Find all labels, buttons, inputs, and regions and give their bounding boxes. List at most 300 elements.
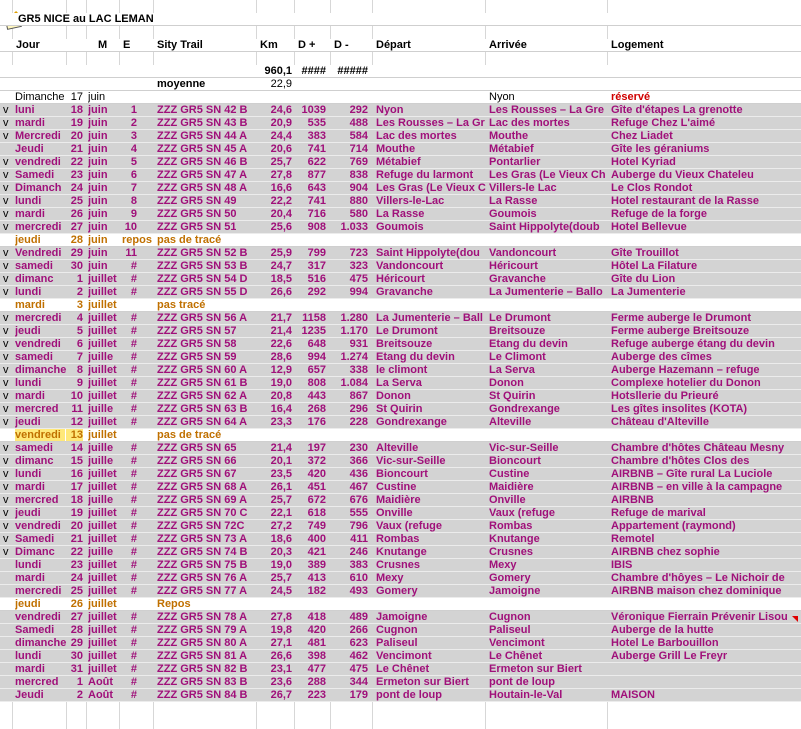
cell-dplus[interactable]: 389 <box>307 559 326 571</box>
cell-dminus[interactable]: 475 <box>349 273 368 285</box>
cell-dplus[interactable]: 477 <box>307 663 326 675</box>
cell-month[interactable]: juillet <box>88 598 117 610</box>
cell-logement[interactable]: Refuge auberge étang du devin <box>611 338 775 350</box>
cell-dminus[interactable]: 580 <box>349 208 368 220</box>
cell-depart[interactable]: Goumois <box>376 221 424 233</box>
cell-depart[interactable]: Les Gras (Le Vieux C <box>376 182 486 194</box>
cell-month[interactable]: juillet <box>88 637 117 649</box>
cell-km[interactable]: 27,8 <box>270 611 292 623</box>
cell-km[interactable]: 23,6 <box>270 676 292 688</box>
cell-arrivee[interactable]: Breitsouze <box>489 325 546 337</box>
cell-v[interactable]: v <box>3 130 9 142</box>
cell-v[interactable]: v <box>3 208 9 220</box>
cell-jour[interactable]: vendredi <box>15 338 61 350</box>
cell-arrivee[interactable]: Le Chênet <box>489 650 543 662</box>
cell-jour[interactable]: Vendredi <box>15 247 62 259</box>
cell-dminus[interactable]: 344 <box>349 676 368 688</box>
cell-e[interactable]: # <box>130 338 137 350</box>
cell-km[interactable]: 24,6 <box>270 104 292 116</box>
cell-trail[interactable]: ZZZ GR5 SN 75 B <box>157 559 248 571</box>
cell-num[interactable]: 11 <box>71 403 83 415</box>
cell-trail[interactable]: ZZZ GR5 SN 60 A <box>157 364 248 376</box>
cell-dminus[interactable]: 266 <box>349 624 368 636</box>
cell-arrivee[interactable]: Paliseul <box>489 624 531 636</box>
cell-dplus[interactable]: 877 <box>307 169 326 181</box>
cell-month[interactable]: Août <box>88 676 114 688</box>
cell-depart[interactable]: Le Chênet <box>376 663 430 675</box>
cell-month[interactable]: juillet <box>88 520 117 532</box>
cell-v[interactable]: v <box>3 273 9 285</box>
cell-logement[interactable]: Le Clos Rondot <box>611 182 693 194</box>
cell-month[interactable]: juillet <box>88 533 117 545</box>
cell-depart[interactable]: Donon <box>376 390 411 402</box>
cell-num[interactable]: 2 <box>76 689 83 701</box>
cell-arrivee[interactable]: Gomery <box>489 572 531 584</box>
cell-dminus[interactable]: 246 <box>349 546 368 558</box>
cell-month[interactable]: juillet <box>88 299 117 311</box>
header-trail[interactable]: Sity Trail <box>157 39 203 51</box>
cell-arrivee[interactable]: pont de loup <box>489 676 555 688</box>
cell-depart[interactable]: Vencimont <box>376 650 432 662</box>
cell-arrivee[interactable]: Saint Hippolyte(doub <box>489 221 600 233</box>
cell-dminus[interactable]: 493 <box>349 585 368 597</box>
cell-e[interactable]: # <box>130 689 137 701</box>
cell-num[interactable]: 23 <box>70 169 83 181</box>
cell-e[interactable]: # <box>130 325 137 337</box>
cell-dplus[interactable]: 648 <box>307 338 326 350</box>
cell-dminus[interactable]: 1.033 <box>340 221 368 233</box>
cell-km[interactable]: 22,2 <box>270 195 292 207</box>
cell-dplus[interactable]: 657 <box>307 364 326 376</box>
cell-depart[interactable]: Onville <box>376 507 413 519</box>
cell-e[interactable]: # <box>130 377 137 389</box>
header-jour[interactable]: Jour <box>16 39 40 51</box>
cell-num[interactable]: 30 <box>70 260 83 272</box>
cell-logement[interactable]: La Jumenterie <box>611 286 686 298</box>
cell-jour[interactable]: lundi <box>15 468 42 480</box>
cell-km[interactable]: 27,8 <box>270 169 292 181</box>
cell-month[interactable]: juin <box>88 208 108 220</box>
cell-month[interactable]: Août <box>88 689 114 701</box>
cell-month[interactable]: juillet <box>88 273 117 285</box>
cell-km[interactable]: 20,1 <box>270 455 292 467</box>
cell-dminus[interactable]: 623 <box>349 637 368 649</box>
cell-num[interactable]: 24 <box>70 572 83 584</box>
cell-month[interactable]: juille <box>88 403 114 415</box>
cell-num[interactable]: 22 <box>70 546 83 558</box>
cell-month[interactable]: juin <box>88 247 108 259</box>
cell-v[interactable]: v <box>3 377 9 389</box>
cell-e[interactable]: 4 <box>130 143 137 155</box>
cell-v[interactable]: v <box>3 325 9 337</box>
cell-e[interactable]: 11 <box>125 247 137 259</box>
cell-dplus[interactable]: 808 <box>307 377 326 389</box>
cell-km[interactable]: 23,1 <box>270 663 292 675</box>
total-dplus[interactable]: #### <box>301 65 326 77</box>
cell-month[interactable]: juillet <box>88 572 117 584</box>
cell-e[interactable]: # <box>130 481 137 493</box>
cell-num[interactable]: 21 <box>70 143 83 155</box>
cell-e[interactable]: # <box>130 624 137 636</box>
cell-depart[interactable]: Custine <box>376 481 417 493</box>
cell-dminus[interactable]: 931 <box>349 338 368 350</box>
cell-dplus[interactable]: 288 <box>307 676 326 688</box>
cell-logement[interactable]: AIRBNB – en ville à la campagne <box>611 481 783 493</box>
cell-jour[interactable]: mardi <box>15 117 45 129</box>
cell-km[interactable]: 19,8 <box>270 624 292 636</box>
cell-num[interactable]: 23 <box>70 559 83 571</box>
cell-trail[interactable]: ZZZ GR5 SN 82 B <box>157 663 248 675</box>
cell-depart[interactable]: Refuge du larmont <box>376 169 474 181</box>
cell-depart[interactable]: La Rasse <box>376 208 425 220</box>
cell-arrivee[interactable]: La Rasse <box>489 195 538 207</box>
cell-logement[interactable]: AIRBNB chez sophie <box>611 546 720 558</box>
cell-km[interactable]: 24,5 <box>270 585 292 597</box>
cell-jour[interactable]: vendredi <box>15 429 65 441</box>
cell-num[interactable]: 13 <box>66 429 83 441</box>
cell-dminus[interactable]: 323 <box>349 260 368 272</box>
cell-depart[interactable]: le climont <box>376 364 428 376</box>
cell-arrivee[interactable]: Maidière <box>489 481 534 493</box>
cell-dminus[interactable]: 904 <box>349 182 368 194</box>
cell-km[interactable]: 20,4 <box>270 208 292 220</box>
cell-dplus[interactable]: 372 <box>307 455 326 467</box>
cell-num[interactable]: 1 <box>76 273 83 285</box>
cell-num[interactable]: 18 <box>70 104 83 116</box>
cell-arrivee[interactable]: Gravanche <box>489 273 546 285</box>
cell-num[interactable]: 18 <box>70 494 83 506</box>
cell-e[interactable]: 8 <box>130 195 137 207</box>
cell-logement[interactable]: Ferme auberge le Drumont <box>611 312 751 324</box>
cell-e[interactable]: # <box>130 637 137 649</box>
cell-depart[interactable]: Vaux (refuge <box>376 520 443 532</box>
cell-month[interactable]: juin <box>88 104 108 116</box>
cell-trail[interactable]: ZZZ GR5 SN 69 A <box>157 494 248 506</box>
start-day[interactable]: Dimanche <box>15 91 65 103</box>
cell-month[interactable]: juillet <box>88 650 117 662</box>
cell-e[interactable]: 10 <box>124 221 137 233</box>
cell-logement[interactable]: Les gîtes insolites (KOTA) <box>611 403 748 415</box>
cell-dplus[interactable]: 643 <box>307 182 326 194</box>
cell-dminus[interactable]: 228 <box>349 416 368 428</box>
cell-month[interactable]: juillet <box>88 286 117 298</box>
cell-arrivee[interactable]: Donon <box>489 377 524 389</box>
cell-num[interactable]: 17 <box>70 481 83 493</box>
cell-dplus[interactable]: 622 <box>307 156 326 168</box>
cell-trail[interactable]: ZZZ GR5 SN 56 A <box>157 312 248 324</box>
cell-depart[interactable]: Héricourt <box>376 273 425 285</box>
cell-jour[interactable]: mardi <box>15 390 45 402</box>
cell-month[interactable]: juillet <box>88 611 117 623</box>
cell-dplus[interactable]: 182 <box>307 585 326 597</box>
cell-trail[interactable]: ZZZ GR5 SN 43 B <box>157 117 248 129</box>
cell-dminus[interactable]: 838 <box>349 169 368 181</box>
cell-dminus[interactable]: 436 <box>349 468 368 480</box>
cell-e[interactable]: # <box>130 416 137 428</box>
cell-logement[interactable]: Chambre d'hôyes – Le Nichoir de <box>611 572 785 584</box>
cell-num[interactable]: 3 <box>76 299 83 311</box>
cell-num[interactable]: 29 <box>70 247 83 259</box>
cell-month[interactable]: juillet <box>88 390 117 402</box>
cell-km[interactable]: 16,6 <box>270 182 292 194</box>
cell-trail[interactable]: ZZZ GR5 SN 61 B <box>157 377 248 389</box>
cell-dminus[interactable]: 488 <box>349 117 368 129</box>
cell-jour[interactable]: dimanc <box>15 455 54 467</box>
cell-arrivee[interactable]: Cugnon <box>489 611 531 623</box>
cell-dminus[interactable]: 714 <box>349 143 368 155</box>
cell-trail[interactable]: ZZZ GR5 SN 72C <box>157 520 245 532</box>
cell-depart[interactable]: Breitsouze <box>376 338 433 350</box>
cell-dplus[interactable]: 481 <box>307 637 326 649</box>
cell-km[interactable]: 25,6 <box>270 221 292 233</box>
cell-arrivee[interactable]: Lac des mortes <box>489 117 570 129</box>
cell-trail[interactable]: ZZZ GR5 SN 78 A <box>157 611 248 623</box>
cell-dminus[interactable]: 994 <box>349 286 368 298</box>
cell-dplus[interactable]: 383 <box>307 130 326 142</box>
cell-depart[interactable]: Gravanche <box>376 286 433 298</box>
cell-depart[interactable]: pont de loup <box>376 689 442 701</box>
header-km[interactable]: Km <box>260 39 278 51</box>
cell-arrivee[interactable]: Métabief <box>489 143 534 155</box>
cell-month[interactable]: juillet <box>88 468 117 480</box>
cell-logement[interactable]: Refuge de la forge <box>611 208 707 220</box>
header-m[interactable]: M <box>98 39 108 51</box>
cell-num[interactable]: 19 <box>70 507 83 519</box>
cell-jour[interactable]: mardi <box>15 572 45 584</box>
cell-arrivee[interactable]: Vencimont <box>489 637 545 649</box>
cell-logement[interactable]: Véronique Fierrain Prévenir Lisou <box>611 611 788 623</box>
cell-num[interactable]: 12 <box>70 416 83 428</box>
cell-jour[interactable]: samedi <box>15 260 53 272</box>
cell-logement[interactable]: Refuge Chez L'aimé <box>611 117 716 129</box>
cell-dminus[interactable]: 475 <box>349 663 368 675</box>
cell-dminus[interactable]: 584 <box>349 130 368 142</box>
cell-km[interactable]: 22,1 <box>270 507 292 519</box>
cell-dplus[interactable]: 672 <box>307 494 326 506</box>
cell-dplus[interactable]: 1235 <box>301 325 326 337</box>
cell-jour[interactable]: lundi <box>15 195 42 207</box>
cell-km[interactable]: 25,9 <box>270 247 292 259</box>
cell-depart[interactable]: Bioncourt <box>376 468 428 480</box>
cell-month[interactable]: juillet <box>88 338 117 350</box>
cell-depart[interactable]: Maidière <box>376 494 421 506</box>
cell-v[interactable]: v <box>3 455 9 467</box>
cell-num[interactable]: 28 <box>70 624 83 636</box>
cell-v[interactable]: v <box>3 195 9 207</box>
cell-dminus[interactable]: 555 <box>349 507 368 519</box>
cell-trail[interactable]: pas de tracé <box>157 234 222 246</box>
header-dminus[interactable]: D - <box>334 39 349 51</box>
cell-num[interactable]: 25 <box>70 195 83 207</box>
cell-jour[interactable]: Samedi <box>15 533 55 545</box>
cell-depart[interactable]: La Jumenterie – Ball <box>376 312 483 324</box>
cell-km[interactable]: 26,6 <box>270 650 292 662</box>
cell-e[interactable]: # <box>130 676 137 688</box>
cell-jour[interactable]: Samedi <box>15 624 55 636</box>
total-km[interactable]: 960,1 <box>264 65 292 77</box>
cell-dplus[interactable]: 994 <box>307 351 326 363</box>
cell-trail[interactable]: ZZZ GR5 SN 80 A <box>157 637 248 649</box>
cell-num[interactable]: 4 <box>76 312 83 324</box>
cell-jour[interactable]: Mercredi <box>15 130 61 142</box>
cell-v[interactable]: v <box>3 260 9 272</box>
cell-arrivee[interactable]: Alteville <box>489 416 532 428</box>
cell-logement[interactable]: Auberge Grill Le Freyr <box>611 650 728 662</box>
cell-e[interactable]: # <box>130 273 137 285</box>
cell-dplus[interactable]: 317 <box>307 260 326 272</box>
cell-arrivee[interactable]: Rombas <box>489 520 533 532</box>
cell-km[interactable]: 19,0 <box>270 377 292 389</box>
cell-num[interactable]: 20 <box>70 130 83 142</box>
cell-logement[interactable]: Hotel restaurant de la Rasse <box>611 195 759 207</box>
cell-logement[interactable]: Appartement (raymond) <box>611 520 736 532</box>
cell-arrivee[interactable]: Crusnes <box>489 546 534 558</box>
cell-month[interactable]: juin <box>88 117 108 129</box>
cell-trail[interactable]: pas tracé <box>157 299 206 311</box>
cell-e[interactable]: # <box>130 364 137 376</box>
cell-num[interactable]: 20 <box>70 520 83 532</box>
cell-jour[interactable]: lundi <box>15 559 42 571</box>
cell-v[interactable]: v <box>3 494 9 506</box>
cell-arrivee[interactable]: Les Rousses – La Gre <box>489 104 604 116</box>
cell-e[interactable]: 6 <box>130 169 137 181</box>
cell-jour[interactable]: mardi <box>15 663 45 675</box>
cell-jour[interactable]: jeudi <box>15 325 41 337</box>
cell-v[interactable]: v <box>3 416 9 428</box>
cell-month[interactable]: juillet <box>88 377 117 389</box>
cell-km[interactable]: 22,6 <box>270 338 292 350</box>
cell-e[interactable]: # <box>130 286 137 298</box>
cell-num[interactable]: 26 <box>70 208 83 220</box>
total-dminus[interactable]: ##### <box>337 65 368 77</box>
cell-month[interactable]: juille <box>88 546 114 558</box>
cell-v[interactable]: v <box>3 351 9 363</box>
cell-v[interactable]: v <box>3 533 9 545</box>
cell-e[interactable]: # <box>130 507 137 519</box>
cell-trail[interactable]: ZZZ GR5 SN 57 <box>157 325 237 337</box>
cell-arrivee[interactable]: Knutange <box>489 533 540 545</box>
cell-dplus[interactable]: 516 <box>307 273 326 285</box>
cell-month[interactable]: juillet <box>88 663 117 675</box>
cell-depart[interactable]: Lac des mortes <box>376 130 457 142</box>
cell-e[interactable]: # <box>130 351 137 363</box>
cell-num[interactable]: 5 <box>76 325 83 337</box>
cell-v[interactable]: v <box>3 182 9 194</box>
cell-month[interactable]: juillet <box>88 624 117 636</box>
cell-dplus[interactable]: 618 <box>307 507 326 519</box>
cell-e[interactable]: # <box>130 390 137 402</box>
cell-dplus[interactable]: 799 <box>307 247 326 259</box>
cell-km[interactable]: 25,7 <box>270 156 292 168</box>
cell-num[interactable]: 2 <box>76 286 83 298</box>
cell-logement[interactable]: Hotsllerie du Prieuré <box>611 390 719 402</box>
cell-v[interactable]: v <box>3 546 9 558</box>
cell-month[interactable]: juin <box>88 221 108 233</box>
cell-jour[interactable]: samedi <box>15 442 53 454</box>
cell-trail[interactable]: ZZZ GR5 SN 45 A <box>157 143 248 155</box>
cell-depart[interactable]: Etang du devin <box>376 351 455 363</box>
cell-arrivee[interactable]: Houtain-le-Val <box>489 689 563 701</box>
cell-jour[interactable]: dimanche <box>15 637 67 649</box>
cell-logement[interactable]: Chambre d'hôtes Clos des <box>611 455 750 467</box>
cell-km[interactable]: 19,0 <box>270 559 292 571</box>
cell-km[interactable]: 18,6 <box>270 533 292 545</box>
cell-arrivee[interactable]: Bioncourt <box>489 455 541 467</box>
cell-logement[interactable]: Hôtel La Filature <box>611 260 698 272</box>
cell-jour[interactable]: vendredi <box>15 611 61 623</box>
cell-dminus[interactable]: 411 <box>350 533 368 545</box>
cell-arrivee[interactable]: Goumois <box>489 208 537 220</box>
cell-v[interactable]: v <box>3 221 9 233</box>
cell-dplus[interactable]: 268 <box>307 403 326 415</box>
cell-trail[interactable]: ZZZ GR5 SN 84 B <box>157 689 248 701</box>
cell-arrivee[interactable]: Le Drumont <box>489 312 551 324</box>
cell-jour[interactable]: Jeudi <box>15 689 44 701</box>
cell-trail[interactable]: ZZZ GR5 SN 55 D <box>157 286 248 298</box>
cell-e[interactable]: # <box>130 442 137 454</box>
cell-dplus[interactable]: 535 <box>307 117 326 129</box>
cell-e[interactable]: # <box>130 403 137 415</box>
cell-e[interactable]: 2 <box>130 117 137 129</box>
cell-logement[interactable]: AIRBNB <box>611 494 654 506</box>
cell-trail[interactable]: ZZZ GR5 SN 63 B <box>157 403 248 415</box>
cell-jour[interactable]: lundi <box>15 377 42 389</box>
cell-trail[interactable]: ZZZ GR5 SN 58 <box>157 338 237 350</box>
cell-v[interactable]: v <box>3 247 9 259</box>
cell-trail[interactable]: ZZZ GR5 SN 42 B <box>157 104 248 116</box>
cell-arrivee[interactable]: La Jumenterie – Ballo <box>489 286 603 298</box>
cell-jour[interactable]: jeudi <box>15 507 41 519</box>
cell-jour[interactable]: mercredi <box>15 585 62 597</box>
cell-jour[interactable]: dimanche <box>15 364 67 376</box>
cell-arrivee[interactable]: Ermeton sur Biert <box>489 663 582 675</box>
cell-depart[interactable]: Gondrexange <box>376 416 447 428</box>
cell-depart[interactable]: Paliseul <box>376 637 418 649</box>
header-arrivee[interactable]: Arrivée <box>489 39 527 51</box>
cell-v[interactable]: v <box>3 403 9 415</box>
cell-arrivee[interactable]: Héricourt <box>489 260 538 272</box>
cell-jour[interactable]: dimanc <box>15 273 54 285</box>
cell-dminus[interactable]: 230 <box>349 442 368 454</box>
cell-logement[interactable]: Gîte du Lion <box>611 273 676 285</box>
cell-month[interactable]: juillet <box>88 325 117 337</box>
cell-km[interactable]: 21,7 <box>270 312 292 324</box>
cell-num[interactable]: 10 <box>70 390 83 402</box>
cell-km[interactable]: 23,5 <box>270 468 292 480</box>
cell-dplus[interactable]: 749 <box>307 520 326 532</box>
cell-e[interactable]: 3 <box>130 130 137 142</box>
cell-month[interactable]: juillet <box>88 429 117 441</box>
cell-logement[interactable]: MAISON <box>611 689 655 701</box>
cell-v[interactable]: v <box>3 117 9 129</box>
cell-num[interactable]: 31 <box>70 663 83 675</box>
average-km[interactable]: 22,9 <box>270 78 292 90</box>
cell-dplus[interactable]: 741 <box>307 143 326 155</box>
cell-dplus[interactable]: 908 <box>307 221 326 233</box>
cell-dminus[interactable]: 489 <box>349 611 368 623</box>
cell-dminus[interactable]: 1.170 <box>340 325 368 337</box>
cell-e[interactable]: 7 <box>130 182 137 194</box>
cell-arrivee[interactable]: Les Gras (Le Vieux Ch <box>489 169 606 181</box>
cell-dplus[interactable]: 223 <box>307 689 326 701</box>
cell-e[interactable]: # <box>130 494 137 506</box>
cell-trail[interactable]: ZZZ GR5 SN 81 A <box>157 650 248 662</box>
cell-depart[interactable]: Villers-le-Lac <box>376 195 445 207</box>
cell-km[interactable]: 20,6 <box>270 143 292 155</box>
cell-jour[interactable]: samedi <box>15 351 53 363</box>
cell-arrivee[interactable]: La Serva <box>489 364 535 376</box>
cell-jour[interactable]: Jeudi <box>15 143 44 155</box>
